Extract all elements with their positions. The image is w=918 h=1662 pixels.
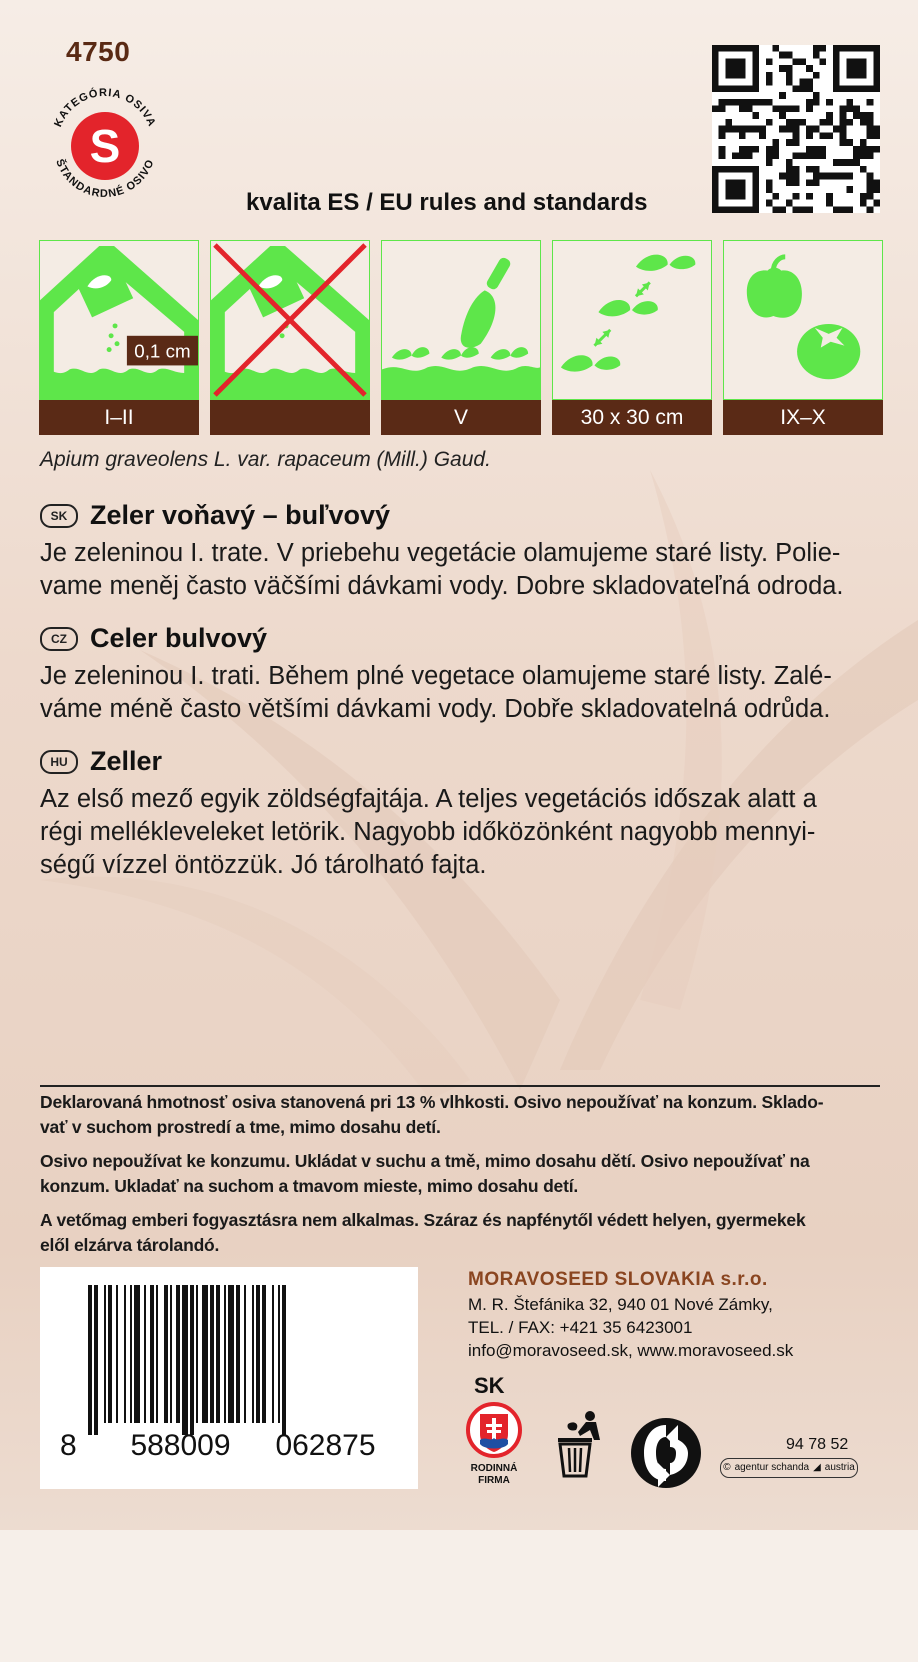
label-indoor-sowing: I–II (39, 400, 199, 435)
pepper-shape (747, 268, 802, 318)
icon-transplanting (381, 240, 541, 435)
body-line: Az első mező egyik zöldségfajtája. A teljes vegetációs időszak alatt a (40, 785, 817, 813)
lang-badge-cz: CZ (40, 627, 78, 651)
barcode-number (60, 1429, 400, 1463)
tomato-shape (797, 324, 860, 379)
country-mark: SK (474, 1373, 505, 1398)
category-letter: S (89, 120, 121, 172)
label-transplanting: V (381, 400, 541, 435)
label-no-direct-sowing (210, 400, 370, 435)
body-line: Je zeleninou I. trati. Během plné vegetace olamujeme staré listy. Zalé- (40, 662, 832, 690)
section-title-hu: Zeller (90, 746, 163, 776)
category-bottom-text: ŠTANDARDNÉ OSIVO (53, 157, 157, 201)
section-body-cz (40, 660, 880, 726)
divider (40, 1085, 880, 1087)
icon-no-direct-sowing (210, 240, 370, 435)
body-line: váme méně často většími dávkami vody. Dobře skladovatelná odrůda. (40, 695, 831, 723)
company-web[interactable]: info@moravoseed.sk, www.moravoseed.sk (468, 1341, 794, 1360)
bottom-flap (0, 1530, 918, 1662)
copyright-icon: © (723, 1462, 731, 1473)
greenhouse-sowing-icon (39, 240, 199, 400)
agency-code: 94 78 52 (786, 1436, 849, 1453)
agency-badge (720, 1458, 858, 1478)
family-firm-badge (464, 1400, 524, 1490)
category-top-text: KATEGÓRIA OSIVA (52, 86, 158, 129)
warning-cz (40, 1149, 880, 1199)
body-line: ségű vízzel öntözzük. Jó tárolható fajta. (40, 851, 487, 879)
company-address: M. R. Štefánika 32, 940 01 Nové Zámky, (468, 1295, 773, 1314)
body-line: régi mellékleveleket letörik. Nagyobb időközönként nagyobb mennyi- (40, 818, 816, 846)
barcode[interactable] (40, 1267, 418, 1489)
sku-number: 4750 (66, 36, 131, 67)
company-name: MORAVOSEED SLOVAKIA s.r.o. (468, 1269, 768, 1290)
depth-label: 0,1 cm (134, 340, 191, 362)
icon-harvest (723, 240, 883, 435)
qr-code[interactable] (712, 45, 880, 213)
warning-line: vať v suchom prostredí a tme, mimo dosahu detí. (40, 1117, 441, 1137)
no-outdoor-sowing-icon (210, 240, 370, 400)
barcode-digit-lead: 8 (60, 1429, 77, 1462)
label-harvest: IX–X (723, 400, 883, 435)
latin-name: Apium graveolens L. var. rapaceum (Mill.) Gaud. (40, 448, 491, 471)
section-title-sk: Zeler voňavý – buľvový (90, 500, 391, 530)
vegetables-icon (723, 240, 883, 400)
family-firm-line1: RODINNÁ (470, 1463, 518, 1474)
body-line: Je zeleninou I. trate. V priebehu vegetácie olamujeme staré listy. Polie- (40, 539, 841, 567)
lang-badge-hu: HU (40, 750, 78, 774)
agency-name: agentur schanda (734, 1462, 810, 1473)
section-body-hu (40, 783, 880, 882)
section-title-cz: Celer bulvový (90, 623, 268, 653)
quality-standard: kvalita ES / EU rules and standards (246, 189, 648, 216)
green-dot-recycling-icon (630, 1417, 702, 1489)
lang-badge-sk: SK (40, 504, 78, 528)
company-phone: TEL. / FAX: +421 35 6423001 (468, 1318, 693, 1337)
warning-line: A vetőmag emberi fogyasztásra nem alkalmas. Száraz és napfénytől védett helyen, gyermekek (40, 1210, 806, 1230)
sowing-calendar-icons (39, 240, 885, 435)
barcode-digits-left: 588009 (130, 1429, 231, 1462)
icon-spacing (552, 240, 712, 435)
barcode-digits-right: 062875 (275, 1429, 376, 1462)
icon-indoor-sowing (39, 240, 199, 435)
trowel-icon (381, 240, 541, 400)
section-body-sk (40, 537, 880, 603)
warning-line: konzum. Ukladať na suchom a tmavom mieste, mimo dosahu detí. (40, 1176, 579, 1196)
label-spacing: 30 x 30 cm (552, 400, 712, 435)
agency-country: austria (824, 1462, 855, 1473)
body-line: vame meněj často väčšími dávkami vody. Dobre skladovateľná odroda. (40, 572, 844, 600)
family-firm-line2: FIRMA (478, 1475, 510, 1486)
warning-hu (40, 1208, 880, 1258)
plant-spacing-icon (552, 240, 712, 400)
warning-line: elől elzárva tárolandó. (40, 1235, 220, 1255)
agency-logo-icon: ◢ (813, 1462, 821, 1473)
dispose-bin-icon (550, 1410, 608, 1480)
seed-category-badge (40, 78, 170, 208)
barcode-bars (88, 1285, 378, 1435)
warning-line: Deklarovaná hmotnosť osiva stanovená pri 13 % vlhkosti. Osivo nepoužívať na konzum. Sklado- (40, 1092, 824, 1112)
warning-line: Osivo nepoužívat ke konzumu. Ukládat v suchu a tmě, mimo dosahu dětí. Osivo nepoužívať na (40, 1151, 810, 1171)
warning-sk (40, 1090, 880, 1140)
